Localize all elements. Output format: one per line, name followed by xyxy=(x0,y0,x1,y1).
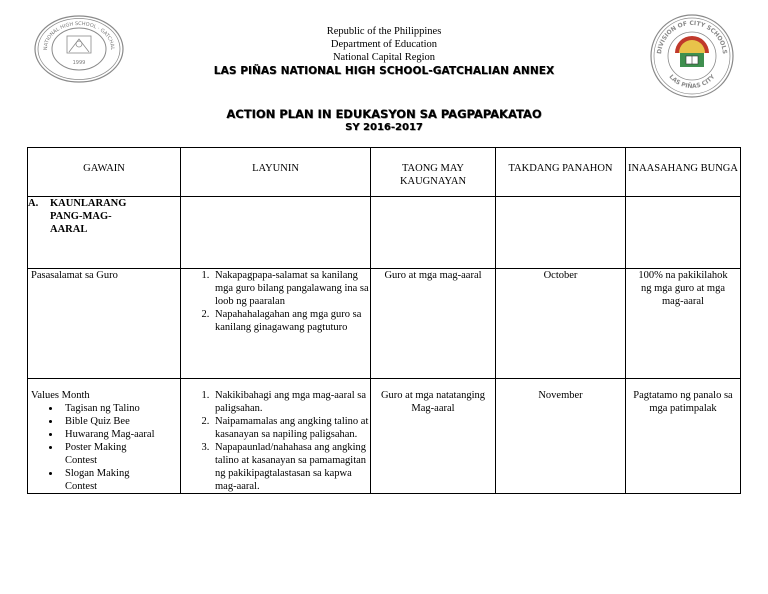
section-letter: A. xyxy=(28,198,39,209)
schedule-text: November xyxy=(538,390,583,401)
people-cell xyxy=(371,379,496,494)
list-item: • Huwarang Mag-aaral xyxy=(61,428,180,441)
school-year: SY 2016-2017 xyxy=(345,122,423,133)
list-item: 2. Naipamamalas ang angking talino at kasanayan sa napiling paligsahan. xyxy=(212,415,370,441)
people-text: Guro at mga natatanging Mag-aaral xyxy=(380,390,486,414)
list-item: • Tagisan ng Talino xyxy=(61,402,180,415)
header-taong-may-kaugnayan: TAONG MAY KAUGNAYAN xyxy=(371,148,496,197)
document-title: ACTION PLAN IN EDUKASYON SA PAGPAPAKATAO xyxy=(226,107,542,121)
left-seal-text: NATIONAL HIGH SCHOOL · GATCHAL xyxy=(42,20,116,51)
school-name: LAS PIÑAS NATIONAL HIGH SCHOOL-GATCHALIAN ANNEX xyxy=(213,65,555,77)
list-item: 3. Napapaunlad/nahahasa ang angking talino at kasanayan sa pamamagitan ng pakikipagtalastasan sa kapwa mag-aaral. xyxy=(212,441,370,493)
outcome-cell xyxy=(626,379,741,494)
objectives-list xyxy=(181,389,370,493)
people-cell xyxy=(371,269,496,379)
objectives-cell xyxy=(181,269,371,379)
list-item: 1. Nakapagpapa-salamat sa kanilang mga guro bilang pangalawang ina sa loob ng paaralan xyxy=(212,269,370,308)
section-title: KAUNLARANG PANG-MAG-AARAL xyxy=(50,198,127,235)
right-seal-text-top: DIVISION OF CITY SCHOOLS xyxy=(656,19,728,55)
table-row xyxy=(28,379,741,494)
activity-items-list xyxy=(31,402,180,493)
table-row xyxy=(28,269,741,379)
section-row xyxy=(28,197,741,269)
objectives-list xyxy=(181,269,370,334)
outcome-cell xyxy=(626,269,741,379)
outcome-text: Pagtatamo ng panalo sa mga patimpalak xyxy=(633,390,733,414)
header-republic: Republic of the Philippines xyxy=(326,26,442,37)
schedule-cell xyxy=(496,379,626,494)
table-header-row xyxy=(28,148,741,197)
activity-name: Values Month xyxy=(31,390,90,401)
right-seal-text-bottom: LAS PIÑAS CITY xyxy=(667,73,717,91)
outcome-text: 100% na pakikilahok ng mga guro at mga mag-aaral xyxy=(638,270,728,307)
schedule-cell xyxy=(496,269,626,379)
header-region: National Capital Region xyxy=(332,52,436,63)
list-item: 2. Napahahalagahan ang mga guro sa kanilang ginagawang pagtuturo xyxy=(212,308,370,334)
left-seal-year: 1999 xyxy=(72,60,86,66)
header-inaasahang-bunga: INAASAHANG BUNGA xyxy=(626,148,741,197)
schedule-text: October xyxy=(543,270,578,281)
list-item: 1. Nakikibahagi ang mga mag-aaral sa paligsahan. xyxy=(212,389,370,415)
header-gawain: GAWAIN xyxy=(28,148,181,197)
header-layunin: LAYUNIN xyxy=(181,148,371,197)
activity-cell xyxy=(28,379,181,494)
objectives-cell xyxy=(181,379,371,494)
activity-cell xyxy=(28,269,181,379)
action-plan-table xyxy=(27,147,741,494)
section-cell xyxy=(28,197,181,269)
list-item: • Bible Quiz Bee xyxy=(61,415,180,428)
people-text: Guro at mga mag-aaral xyxy=(384,270,482,281)
list-item: • Slogan Making Contest xyxy=(61,467,135,493)
list-item: • Poster Making Contest xyxy=(61,441,135,467)
header-takdang-panahon: TAKDANG PANAHON xyxy=(496,148,626,197)
activity-name: Pasasalamat sa Guro xyxy=(31,270,118,281)
header-department: Department of Education xyxy=(330,39,438,50)
